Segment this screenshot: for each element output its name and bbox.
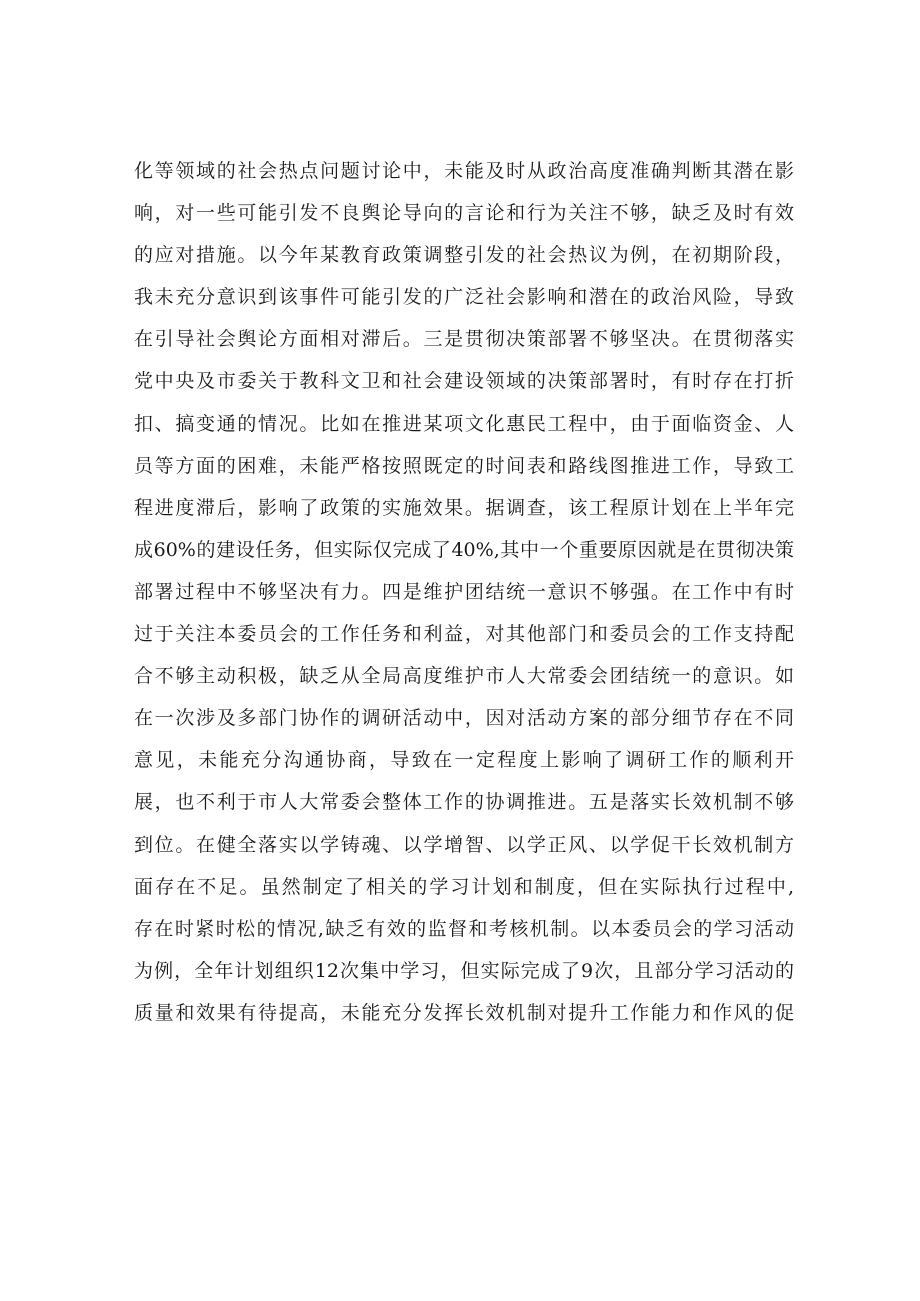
- text-line-12: 过于关注本委员会的工作任务和利益，对其他部门和委员会的工作支持配: [134, 623, 794, 646]
- text-line-16: 展，也不利于市人大常委会整体工作的协调推进。五是落实长效机制不够: [134, 791, 794, 814]
- text-line-11: 部署过程中不够坚决有力。四是维护团结统一意识不够强。在工作中有时: [134, 580, 794, 603]
- text-line-17: 到位。在健全落实以学铸魂、以学增智、以学正风、以学促干长效机制方: [134, 833, 794, 856]
- text-line-7: 扣、搞变通的情况。比如在推进某项文化惠民工程中，由于面临资金、人: [134, 412, 794, 435]
- text-line-5: 在引导社会舆论方面相对滞后。三是贯彻决策部署不够坚决。在贯彻落实: [134, 328, 794, 351]
- text-line-18: 面存在不足。虽然制定了相关的学习计划和制度，但在实际执行过程中,: [134, 875, 794, 898]
- text-line-1: 化等领域的社会热点问题讨论中，未能及时从政治高度准确判断其潜在影: [134, 160, 794, 182]
- text-line-10: 成60%的建设任务，但实际仅完成了40%,其中一个重要原因就是在贯彻决策: [134, 538, 794, 561]
- text-line-19: 存在时紧时松的情况,缺乏有效的监督和考核机制。以本委员会的学习活动: [134, 917, 794, 940]
- text-line-20: 为例，全年计划组织12次集中学习，但实际完成了9次，且部分学习活动的: [134, 959, 794, 982]
- text-line-21: 质量和效果有待提高，未能充分发挥长效机制对提升工作能力和作风的促: [134, 1001, 794, 1024]
- text-line-6: 党中央及市委关于教科文卫和社会建设领域的决策部署时，有时存在打折: [134, 370, 794, 393]
- text-line-14: 在一次涉及多部门协作的调研活动中，因对活动方案的部分细节存在不同: [134, 707, 794, 730]
- text-line-8: 员等方面的困难，未能严格按照既定的时间表和路线图推进工作，导致工: [134, 454, 794, 477]
- text-line-2: 响，对一些可能引发不良舆论导向的言论和行为关注不够，缺乏及时有效: [134, 202, 794, 225]
- text-line-15: 意见，未能充分沟通协商，导致在一定程度上影响了调研工作的顺利开: [134, 749, 794, 772]
- body-text: [134, 150, 794, 1034]
- text-line-9: 程进度滞后，影响了政策的实施效果。据调查，该工程原计划在上半年完: [134, 496, 794, 519]
- text-line-13: 合不够主动积极，缺乏从全局高度维护市人大常委会团结统一的意识。如: [134, 665, 794, 688]
- text-line-4: 我未充分意识到该事件可能引发的广泛社会影响和潜在的政治风险，导致: [134, 286, 794, 309]
- text-line-3: 的应对措施。以今年某教育政策调整引发的社会热议为例，在初期阶段，: [134, 244, 794, 267]
